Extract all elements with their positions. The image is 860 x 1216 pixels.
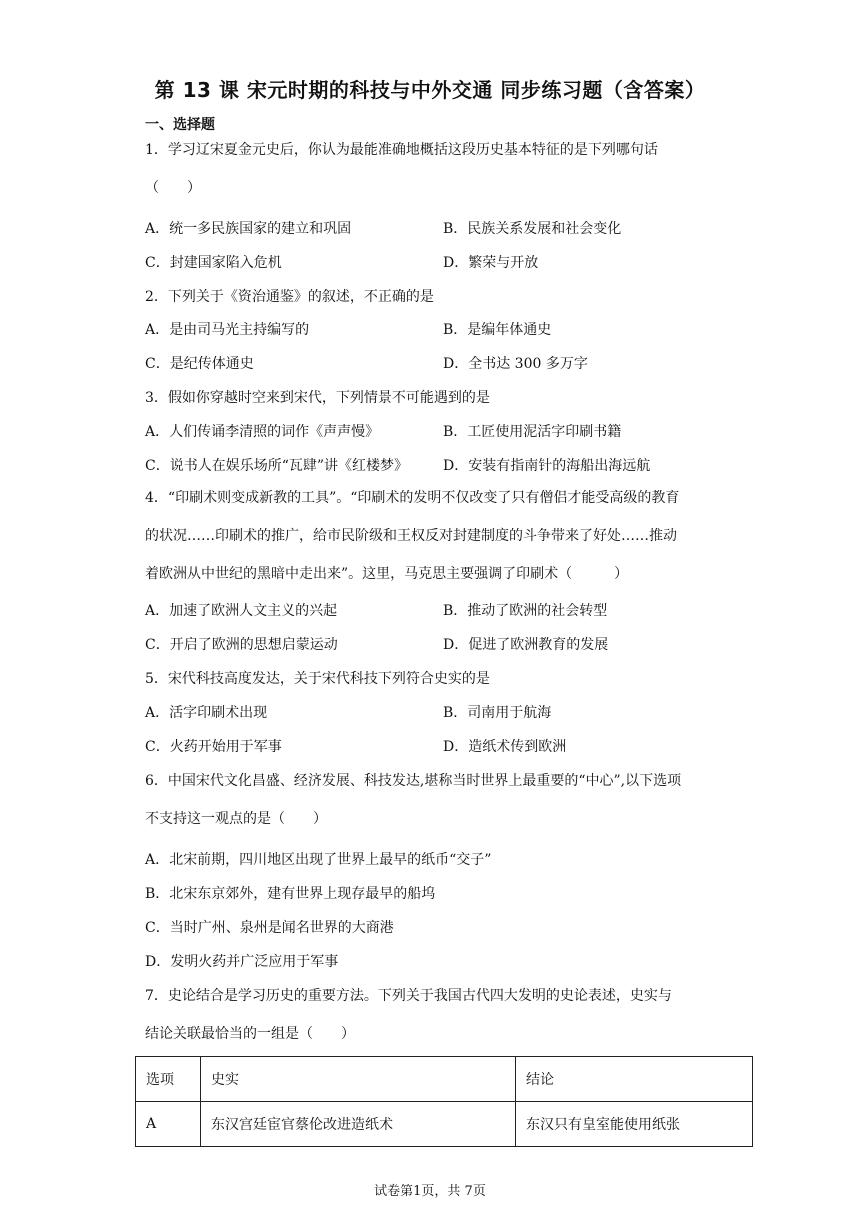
q1-option-d: D．繁荣与开放 [443, 255, 539, 271]
table-header-fact: 史实 [201, 1057, 516, 1102]
q6-option-c: C．当时广州、泉州是闻名世界的大商港 [145, 920, 394, 936]
question-7-stem-cont: 结论关联最恰当的一组是（ ） [145, 1026, 355, 1042]
q3-option-a: A．人们传诵李清照的词作《声声慢》 [145, 424, 380, 440]
q2-option-a: A．是由司马光主持编写的 [145, 322, 310, 338]
q4-option-b: B．推动了欧洲的社会转型 [443, 603, 608, 619]
page-footer: 试卷第1页，共 7页 [374, 1184, 486, 1199]
q2-option-d: D．全书达 300 多万字 [443, 356, 588, 372]
table-header-conclusion: 结论 [516, 1057, 753, 1102]
table-row [136, 1102, 753, 1147]
table-cell-conclusion: 东汉只有皇室能使用纸张 [516, 1102, 753, 1147]
question-2-stem: 2．下列关于《资治通鉴》的叙述，不正确的是 [145, 289, 434, 305]
q6-option-b: B．北宋东京郊外，建有世界上现存最早的船坞 [145, 886, 436, 902]
question-4-stem: 4．“印刷术则变成新教的工具”。“印刷术的发明不仅改变了只有僧侣才能受高级的教育 [145, 490, 680, 506]
table-header-row [136, 1057, 753, 1102]
q4-option-a: A．加速了欧洲人文主义的兴起 [145, 603, 338, 619]
q6-option-d: D．发明火药并广泛应用于军事 [145, 954, 339, 970]
q3-option-d: D．安装有指南针的海船出海远航 [443, 458, 651, 474]
table-cell-option: A [136, 1102, 201, 1147]
q3-option-c: C．说书人在娱乐场所“瓦肆”讲《红楼梦》 [145, 458, 409, 474]
section-heading: 一、选择题 [145, 117, 215, 133]
q5-option-d: D．造纸术传到欧洲 [443, 739, 567, 755]
q4-option-d: D．促进了欧洲教育的发展 [443, 637, 609, 653]
q1-option-a: A．统一多民族国家的建立和巩固 [145, 221, 352, 237]
q5-option-c: C．火药开始用于军事 [145, 739, 282, 755]
q1-option-c: C．封建国家陷入危机 [145, 255, 282, 271]
q2-option-c: C．是纪传体通史 [145, 356, 254, 372]
answer-table [135, 1056, 753, 1147]
question-4-stem-cont-2: 着欧洲从中世纪的黑暗中走出来”。这里，马克思主要强调了印刷术（ ） [145, 566, 629, 582]
question-5-stem: 5．宋代科技高度发达，关于宋代科技下列符合史实的是 [145, 671, 490, 687]
question-7-stem: 7．史论结合是学习历史的重要方法。下列关于我国古代四大发明的史论表述，史实与 [145, 988, 672, 1004]
q4-option-c: C．开启了欧洲的思想启蒙运动 [145, 637, 338, 653]
q1-option-b: B．民族关系发展和社会变化 [443, 221, 622, 237]
question-3-stem: 3．假如你穿越时空来到宋代，下列情景不可能遇到的是 [145, 390, 490, 406]
table-header-option: 选项 [136, 1057, 201, 1102]
question-6-stem: 6．中国宋代文化昌盛、经济发展、科技发达,堪称当时世界上最重要的“中心”,以下选项 [145, 773, 682, 789]
q5-option-a: A．活字印刷术出现 [145, 705, 268, 721]
q3-option-b: B．工匠使用泥活字印刷书籍 [443, 424, 622, 440]
question-1-stem-cont: （ ） [145, 180, 201, 196]
question-4-stem-cont-1: 的状况……印刷术的推广，给市民阶级和王权反对封建制度的斗争带来了好处……推动 [145, 528, 677, 544]
q2-option-b: B．是编年体通史 [443, 322, 552, 338]
q6-option-a: A．北宋前期，四川地区出现了世界上最早的纸币“交子” [145, 852, 492, 868]
question-1-stem: 1．学习辽宋夏金元史后，你认为最能准确地概括这段历史基本特征的是下列哪句话 [145, 142, 658, 158]
table-cell-fact: 东汉宫廷宦官蔡伦改进造纸术 [201, 1102, 516, 1147]
page-title: 第 13 课 宋元时期的科技与中外交通 同步练习题（含答案） [154, 78, 706, 102]
q5-option-b: B．司南用于航海 [443, 705, 552, 721]
question-6-stem-cont: 不支持这一观点的是（ ） [145, 811, 327, 827]
